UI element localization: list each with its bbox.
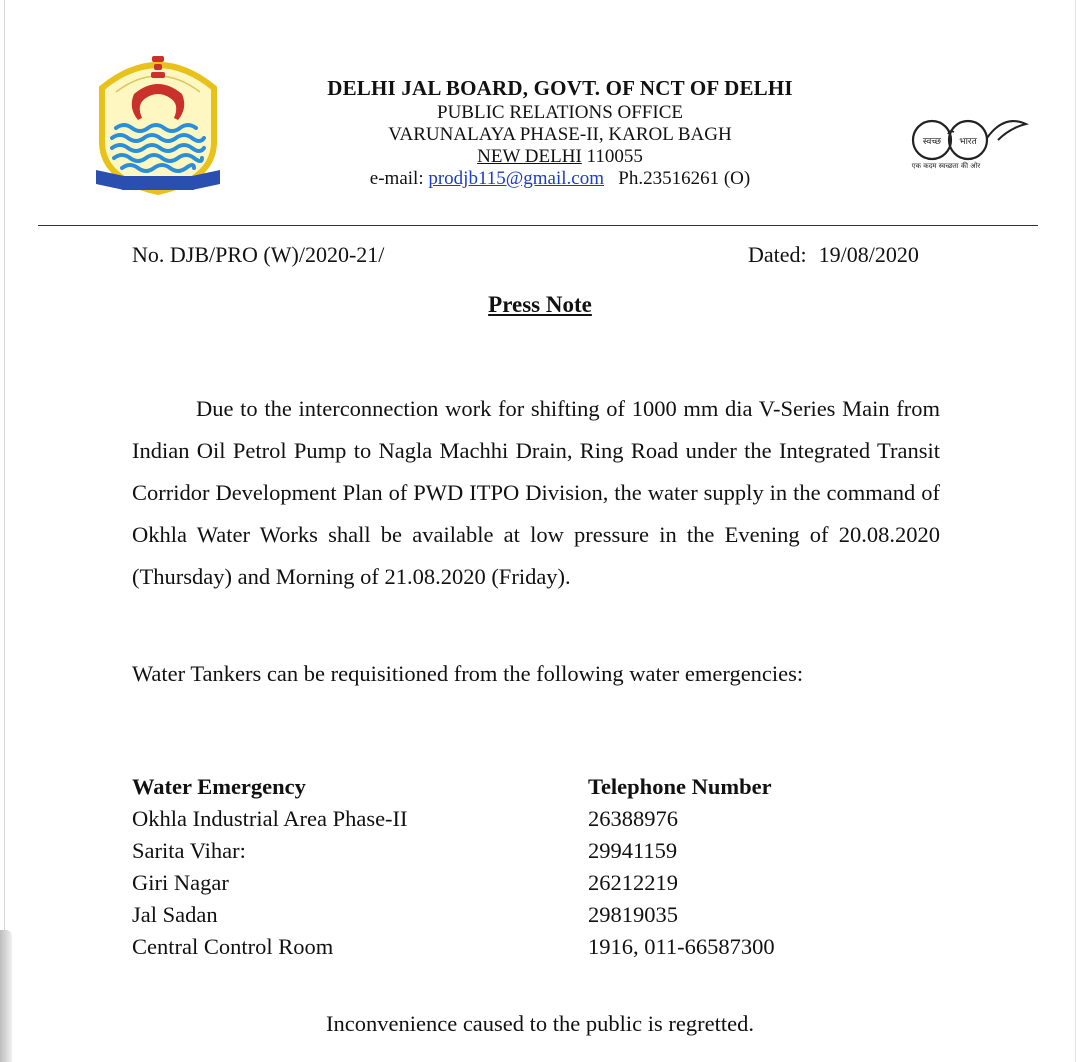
contact-line (260, 168, 860, 190)
swachh-word: स्वच्छ (922, 137, 942, 147)
closing-statement: Inconvenience caused to the public is regretted. (326, 1011, 754, 1036)
table-row (132, 835, 848, 867)
email-label: e-mail: (369, 168, 424, 189)
body-paragraph: Due to the interconnection work for shifting of 1000 mm dia V-Series Main from Indian Oil Petrol Pump to Nagla Machhi Drain, Ring Road under the Integrated Transit Corridor Development Plan of PWD ITPO Division, the water supply in the command of Okhla Water Works shall be available at low pressure in the Evening of 20.08.2020 (Thursday) and Morning of 21.08.2020 (Friday). (132, 396, 940, 589)
date-value: 19/08/2020 (818, 242, 919, 267)
emergency-name: Sarita Vihar: (132, 838, 246, 863)
column-header-emergency: Water Emergency (132, 774, 306, 799)
organization-name: DELHI JAL BOARD, GOVT. OF NCT OF DELHI (327, 76, 793, 100)
delhi-jal-board-emblem-icon (94, 48, 222, 196)
emergency-name: Giri Nagar (132, 870, 229, 895)
table-header-row (132, 771, 848, 803)
header-divider (38, 225, 1038, 226)
emergency-name: Okhla Industrial Area Phase-II (132, 806, 408, 831)
reference-date (748, 242, 919, 268)
page-title: Press Note (488, 292, 592, 317)
emergency-name: Central Control Room (132, 934, 334, 959)
pin-code: 110055 (586, 146, 643, 167)
telephone-number: 1916, 011-66587300 (588, 934, 775, 959)
scroll-handle[interactable] (0, 930, 12, 1062)
bharat-word: भारत (959, 137, 977, 147)
page-edge-right (1075, 0, 1076, 1062)
telephone-number: 29819035 (588, 902, 678, 927)
email-link[interactable]: prodjb115@gmail.com (428, 168, 604, 189)
table-row (132, 899, 848, 931)
letterhead (260, 74, 860, 190)
emergency-table (132, 771, 848, 963)
city-line (260, 146, 860, 168)
swachh-tagline: एक कदम स्वच्छता की ओर (911, 162, 981, 170)
office-name: PUBLIC RELATIONS OFFICE (437, 102, 683, 123)
table-row (132, 867, 848, 899)
table-row (132, 803, 848, 835)
emergency-name: Jal Sadan (132, 902, 218, 927)
swachh-bharat-logo-icon (906, 110, 1032, 172)
column-header-telephone: Telephone Number (588, 774, 772, 799)
page-edge-left (4, 0, 5, 1062)
telephone-number: 26388976 (588, 806, 678, 831)
date-label: Dated: (748, 242, 807, 267)
address-line: VARUNALAYA PHASE-II, KAROL BAGH (388, 124, 732, 145)
phone-number: Ph.23516261 (O) (618, 168, 751, 189)
city: NEW DELHI (477, 146, 582, 167)
table-row (132, 931, 848, 963)
tankers-line: Water Tankers can be requisitioned from the following water emergencies: (132, 661, 804, 686)
telephone-number: 29941159 (588, 838, 678, 863)
telephone-number: 26212219 (588, 870, 678, 895)
reference-number: No. DJB/PRO (W)/2020-21/ (132, 242, 385, 267)
